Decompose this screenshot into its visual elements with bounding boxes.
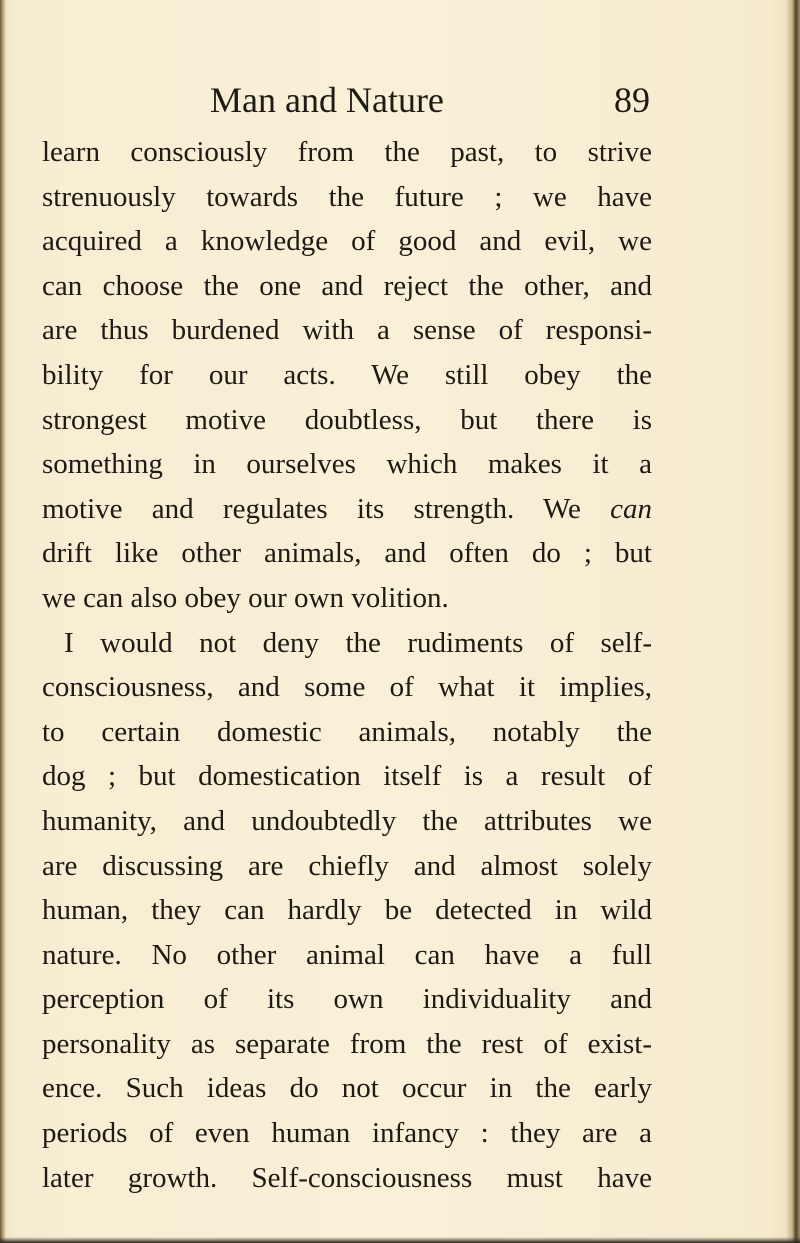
page-number: 89 — [614, 80, 650, 120]
page-bottom-edge — [0, 1237, 800, 1243]
text-line: to certain domestic animals, notably the — [42, 715, 652, 748]
text-line: ence. Such ideas do not occur in the early — [42, 1072, 652, 1105]
text-line: drift like other animals, and often do ; but — [42, 537, 652, 570]
text-line: personality as separate from the rest of exist- — [42, 1027, 652, 1060]
text-line: periods of even human infancy : they are a — [42, 1117, 652, 1150]
text-line: humanity, and undoubtedly the attributes we — [42, 804, 652, 837]
text-line: strenuously towards the future ; we have — [42, 180, 652, 213]
italic-word: can — [610, 492, 653, 525]
text-line: acquired a knowledge of good and evil, we — [42, 225, 652, 258]
paragraph-end-line: we can also obey our own volition. — [42, 581, 449, 614]
text-line: later growth. Self-consciousness must have — [42, 1161, 652, 1194]
body-text — [42, 130, 652, 1200]
text-line: consciousness, and some of what it implies, — [42, 671, 652, 704]
text-line: strongest motive doubtless, but there is — [42, 403, 652, 436]
text-segment: motive and regulates its strength. We — [42, 492, 581, 525]
text-line: human, they can hardly be detected in wild — [42, 894, 652, 927]
text-line: something in ourselves which makes it a — [42, 448, 652, 481]
paragraph-start-line: I would not deny the rudiments of self- — [64, 626, 652, 659]
text-line: learn consciously from the past, to strive — [42, 136, 652, 168]
text-line-with-emphasis — [42, 487, 652, 532]
running-title: Man and Nature — [210, 80, 444, 120]
text-line: are discussing are chiefly and almost solely — [42, 849, 652, 882]
text-line: perception of its own individuality and — [42, 983, 652, 1016]
text-line: can choose the one and reject the other, and — [42, 269, 652, 302]
text-line: bility for our acts. We still obey the — [42, 358, 652, 391]
page-right-edge — [786, 0, 800, 1243]
text-line: are thus burdened with a sense of responsi- — [42, 314, 652, 347]
text-line: nature. No other animal can have a full — [42, 938, 652, 971]
text-line: dog ; but domestication itself is a result of — [42, 760, 652, 793]
page-left-edge — [0, 0, 6, 1243]
running-head — [210, 72, 650, 128]
